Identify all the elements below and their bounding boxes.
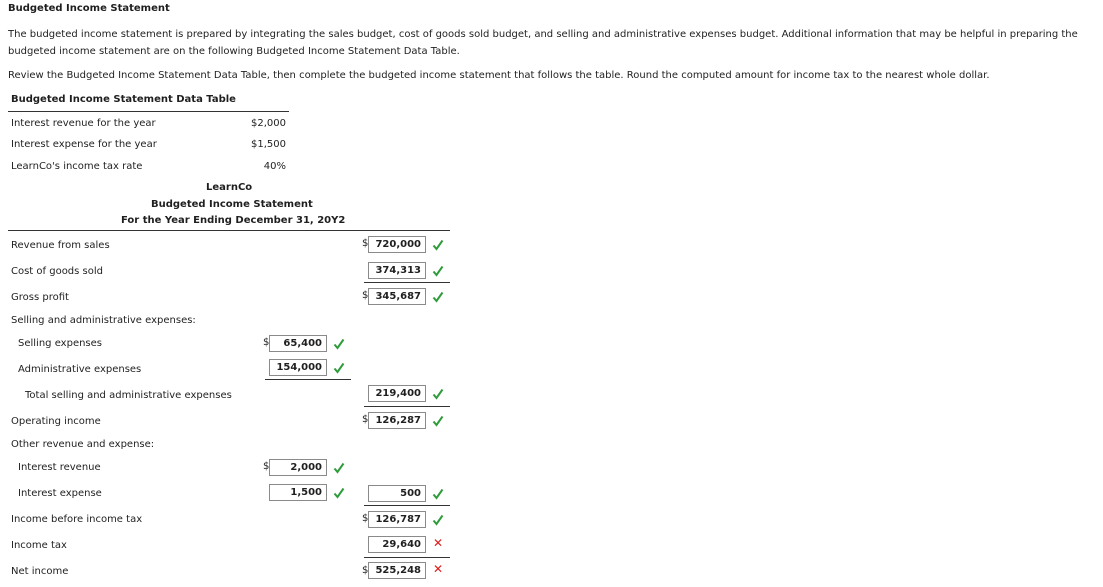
check-icon [333,462,345,474]
total-sa-underline [364,406,450,407]
operating-income-label: Operating income [11,416,101,427]
net-income-dollar-sign: $ [362,565,369,576]
data-table-label-tax-rate: LearnCo's income tax rate [11,161,143,172]
check-icon [432,239,444,251]
data-table-title: Budgeted Income Statement Data Table [11,94,236,105]
instructions-paragraph: Review the Budgeted Income Statement Data Table, then complete the budgeted income statement that follows the table. Round the computed amount for income tax to the nearest whole dollar. [8,70,990,81]
selling-dollar-sign: $ [263,337,270,348]
statement-header-divider [8,230,450,231]
statement-period: For the Year Ending December 31, 20Y2 [121,215,346,226]
cogs-underline [364,282,450,283]
income-tax-input[interactable]: 29,640 [368,536,426,553]
interest-revenue-dollar-sign: $ [263,461,270,472]
interest-expense-label: Interest expense [18,488,102,499]
check-icon [432,488,444,500]
statement-name: Budgeted Income Statement [151,199,313,210]
x-icon: ✕ [433,562,444,576]
data-table-label-interest-expense: Interest expense for the year [11,139,157,150]
income-before-tax-dollar-sign: $ [362,513,369,524]
data-table-divider [8,111,289,112]
net-income-label: Net income [11,566,69,577]
net-income-input[interactable]: 525,248 [368,562,426,579]
income-tax-underline [364,557,450,558]
cogs-input[interactable]: 374,313 [368,262,426,279]
check-icon [432,415,444,427]
interest-revenue-label: Interest revenue [18,462,101,473]
selling-expenses-label: Selling expenses [18,338,103,349]
data-table-value-interest-expense: $1,500 [251,139,286,150]
check-icon [333,362,345,374]
sa-expenses-header: Selling and administrative expenses: [11,315,196,326]
page-title: Budgeted Income Statement [8,3,170,14]
revenue-label: Revenue from sales [11,240,110,251]
admin-expenses-label: Administrative expenses [18,364,142,375]
other-header: Other revenue and expense: [11,439,155,450]
admin-underline [265,379,351,380]
gross-profit-input[interactable]: 345,687 [368,288,426,305]
selling-expenses-input[interactable]: 65,400 [269,335,327,352]
interest-expense-input[interactable]: 1,500 [269,484,327,501]
admin-expenses-input[interactable]: 154,000 [269,359,327,376]
intro-paragraph: The budgeted income statement is prepared by integrating the sales budget, cost of goods sold budget, and selling and administrative expenses budget. Additional information that may be helpful in preparing the budgeted income statement are on the following Budgeted Income Statement Data Table. [8,29,1078,57]
cogs-label: Cost of goods sold [11,266,104,277]
revenue-input[interactable]: 720,000 [368,236,426,253]
data-table-value-interest-revenue: $2,000 [251,118,286,129]
check-icon [432,388,444,400]
total-sa-input[interactable]: 219,400 [368,385,426,402]
check-icon [333,487,345,499]
check-icon [432,265,444,277]
gross-profit-dollar-sign: $ [362,290,369,301]
company-name: LearnCo [206,182,253,193]
operating-income-dollar-sign: $ [362,414,369,425]
total-sa-label: Total selling and administrative expenses [25,390,232,401]
x-icon: ✕ [433,536,444,550]
operating-income-input[interactable]: 126,287 [368,412,426,429]
income-before-tax-label: Income before income tax [11,514,143,525]
check-icon [432,291,444,303]
data-table-label-interest-revenue: Interest revenue for the year [11,118,156,129]
interest-net-underline [364,505,450,506]
check-icon [333,338,345,350]
data-table-value-tax-rate: 40% [263,161,286,172]
income-tax-label: Income tax [11,540,67,551]
revenue-dollar-sign: $ [362,238,369,249]
check-icon [432,514,444,526]
interest-revenue-input[interactable]: 2,000 [269,459,327,476]
gross-profit-label: Gross profit [11,292,69,303]
interest-net-input[interactable]: 500 [368,485,426,502]
income-before-tax-input[interactable]: 126,787 [368,511,426,528]
